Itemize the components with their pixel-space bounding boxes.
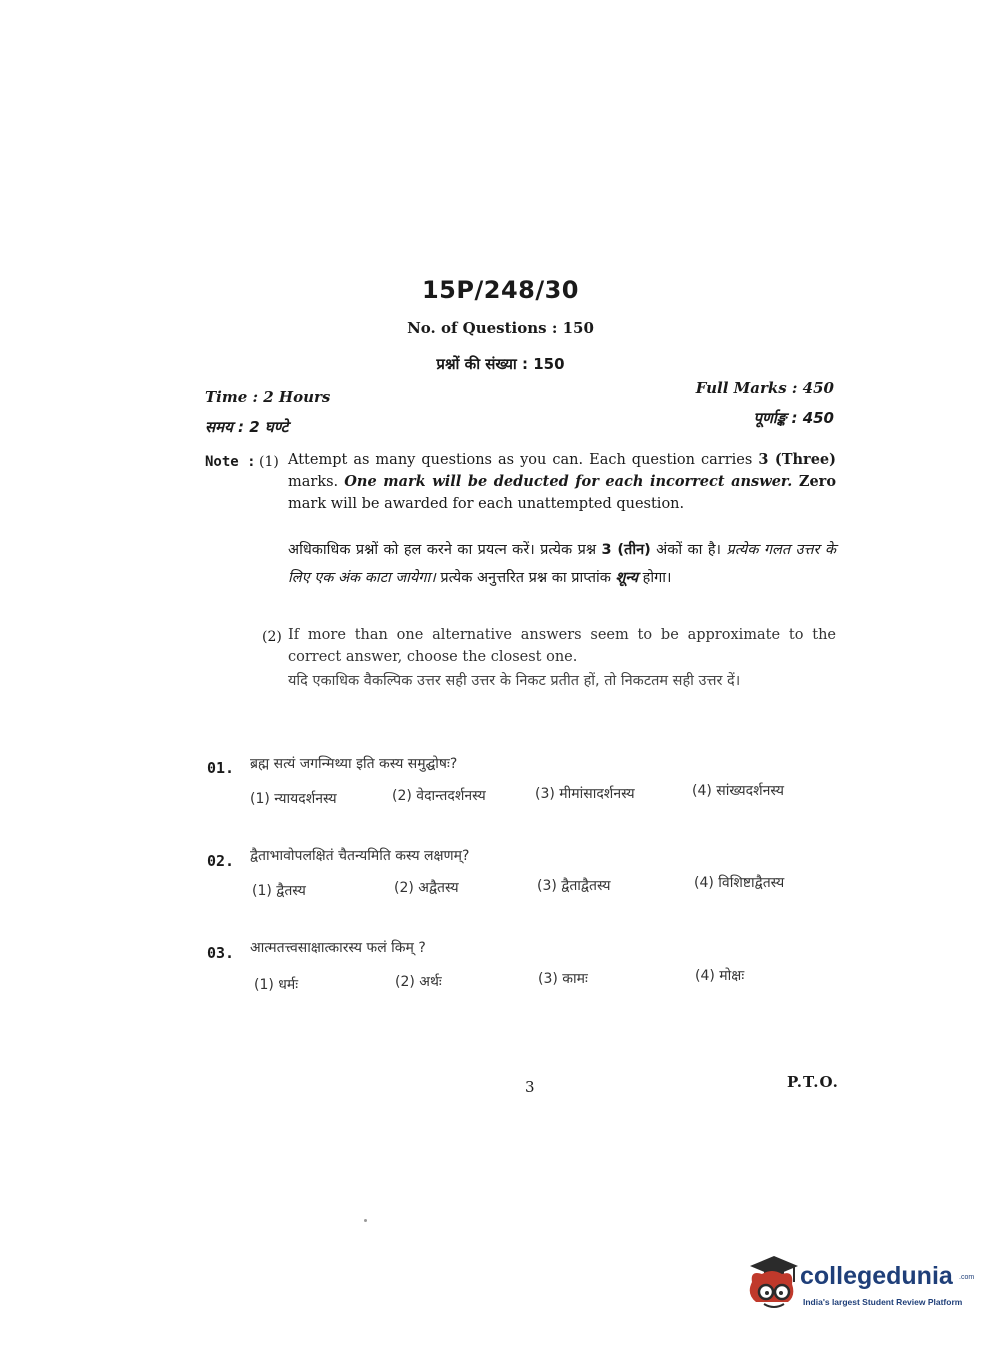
note-label: Note : bbox=[205, 454, 256, 470]
note-1-en-part-c: mark will be awarded for each unattempted question. bbox=[288, 496, 685, 512]
note-1-en-part-b: marks. bbox=[288, 474, 345, 490]
note-1-hi-three: 3 (तीन) bbox=[601, 542, 651, 558]
question-number: 02. bbox=[207, 852, 235, 870]
option-3: (3) मीमांसादर्शनस्य bbox=[535, 786, 635, 802]
question-number: 03. bbox=[207, 944, 235, 962]
page-number: 3 bbox=[525, 1078, 535, 1096]
note-1-en-part-a: Attempt as many questions as you can. Each question carries bbox=[288, 452, 759, 468]
note-1-hi-part-b: अंकों का है। bbox=[650, 542, 727, 558]
brand-name: collegedunia bbox=[800, 1262, 953, 1290]
note-1-hi-part-d: होगा। bbox=[638, 570, 672, 586]
option-2: (2) अद्वैतस्य bbox=[394, 880, 459, 896]
note-2-hindi: यदि एकाधिक वैकल्पिक उत्तर सही उत्तर के निकट प्रतीत हों, तो निकटतम सही उत्तर दें। bbox=[288, 673, 741, 689]
option-3: (3) द्वैताद्वैतस्य bbox=[537, 878, 611, 894]
option-3: (3) कामः bbox=[538, 971, 588, 987]
note-1-hi-zero: शून्य bbox=[615, 570, 639, 586]
brand-tagline: India's largest Student Review Platform bbox=[803, 1297, 963, 1307]
question-text: द्वैताभावोपलक्षितं चैतन्यमिति कस्य लक्षणम्? bbox=[250, 848, 470, 864]
option-4: (4) मोक्षः bbox=[695, 968, 745, 984]
scan-speck bbox=[364, 1219, 367, 1222]
paper-code: 15P/248/30 bbox=[421, 276, 579, 304]
number-of-questions-hi: प्रश्नों की संख्या : 150 bbox=[436, 355, 565, 373]
note-1-english bbox=[288, 449, 836, 515]
note-2-number: (2) bbox=[262, 629, 282, 645]
full-marks-hi: पूर्णाङ्क : 450 bbox=[753, 409, 834, 427]
note-1-hindi bbox=[288, 536, 836, 592]
question-number: 01. bbox=[207, 759, 235, 777]
note-1-en-zero: Zero bbox=[792, 473, 836, 490]
note-1-hi-part-a: अधिकाधिक प्रश्नों को हल करने का प्रयत्न करें। प्रत्येक प्रश्न bbox=[288, 542, 602, 558]
note-1-hi-deduction: प्रत्येक गलत उत्तर के लिए एक अंक काटा जायेगा। bbox=[288, 542, 836, 586]
time-en: Time : 2 Hours bbox=[205, 388, 331, 406]
question-text: आत्मतत्त्वसाक्षात्कारस्य फलं किम् ? bbox=[250, 940, 426, 956]
number-of-questions-en: No. of Questions : 150 bbox=[407, 319, 594, 337]
please-turn-over: P.T.O. bbox=[787, 1073, 839, 1091]
note-1-hi-part-c: प्रत्येक अनुत्तरित प्रश्न का प्राप्तांक bbox=[435, 570, 616, 586]
option-2: (2) वेदान्तदर्शनस्य bbox=[392, 788, 486, 804]
option-1: (1) द्वैतस्य bbox=[252, 883, 306, 899]
note-2-english: If more than one alternative answers seem to be approximate to the correct answer, choose the closest one. bbox=[288, 627, 836, 665]
full-marks-en: Full Marks : 450 bbox=[695, 379, 834, 397]
brand-dotcom: .com bbox=[959, 1274, 975, 1281]
option-1: (1) धर्मः bbox=[254, 977, 299, 993]
note-1-en-three: 3 (Three) bbox=[758, 451, 836, 468]
option-1: (1) न्यायदर्शनस्य bbox=[250, 791, 337, 807]
option-4: (4) सांख्यदर्शनस्य bbox=[692, 783, 784, 799]
mascot-icon bbox=[742, 1252, 802, 1322]
note-1-en-deduction: One mark will be deducted for each incorrect answer. bbox=[344, 473, 793, 490]
option-4: (4) विशिष्टाद्वैतस्य bbox=[694, 875, 785, 891]
note-1-number: (1) bbox=[259, 454, 279, 470]
question-text: ब्रह्म सत्यं जगन्मिथ्या इति कस्य समुद्घोषः? bbox=[250, 756, 458, 772]
time-hi: समय : 2 घण्टे bbox=[205, 418, 289, 436]
option-2: (2) अर्थः bbox=[395, 974, 442, 990]
